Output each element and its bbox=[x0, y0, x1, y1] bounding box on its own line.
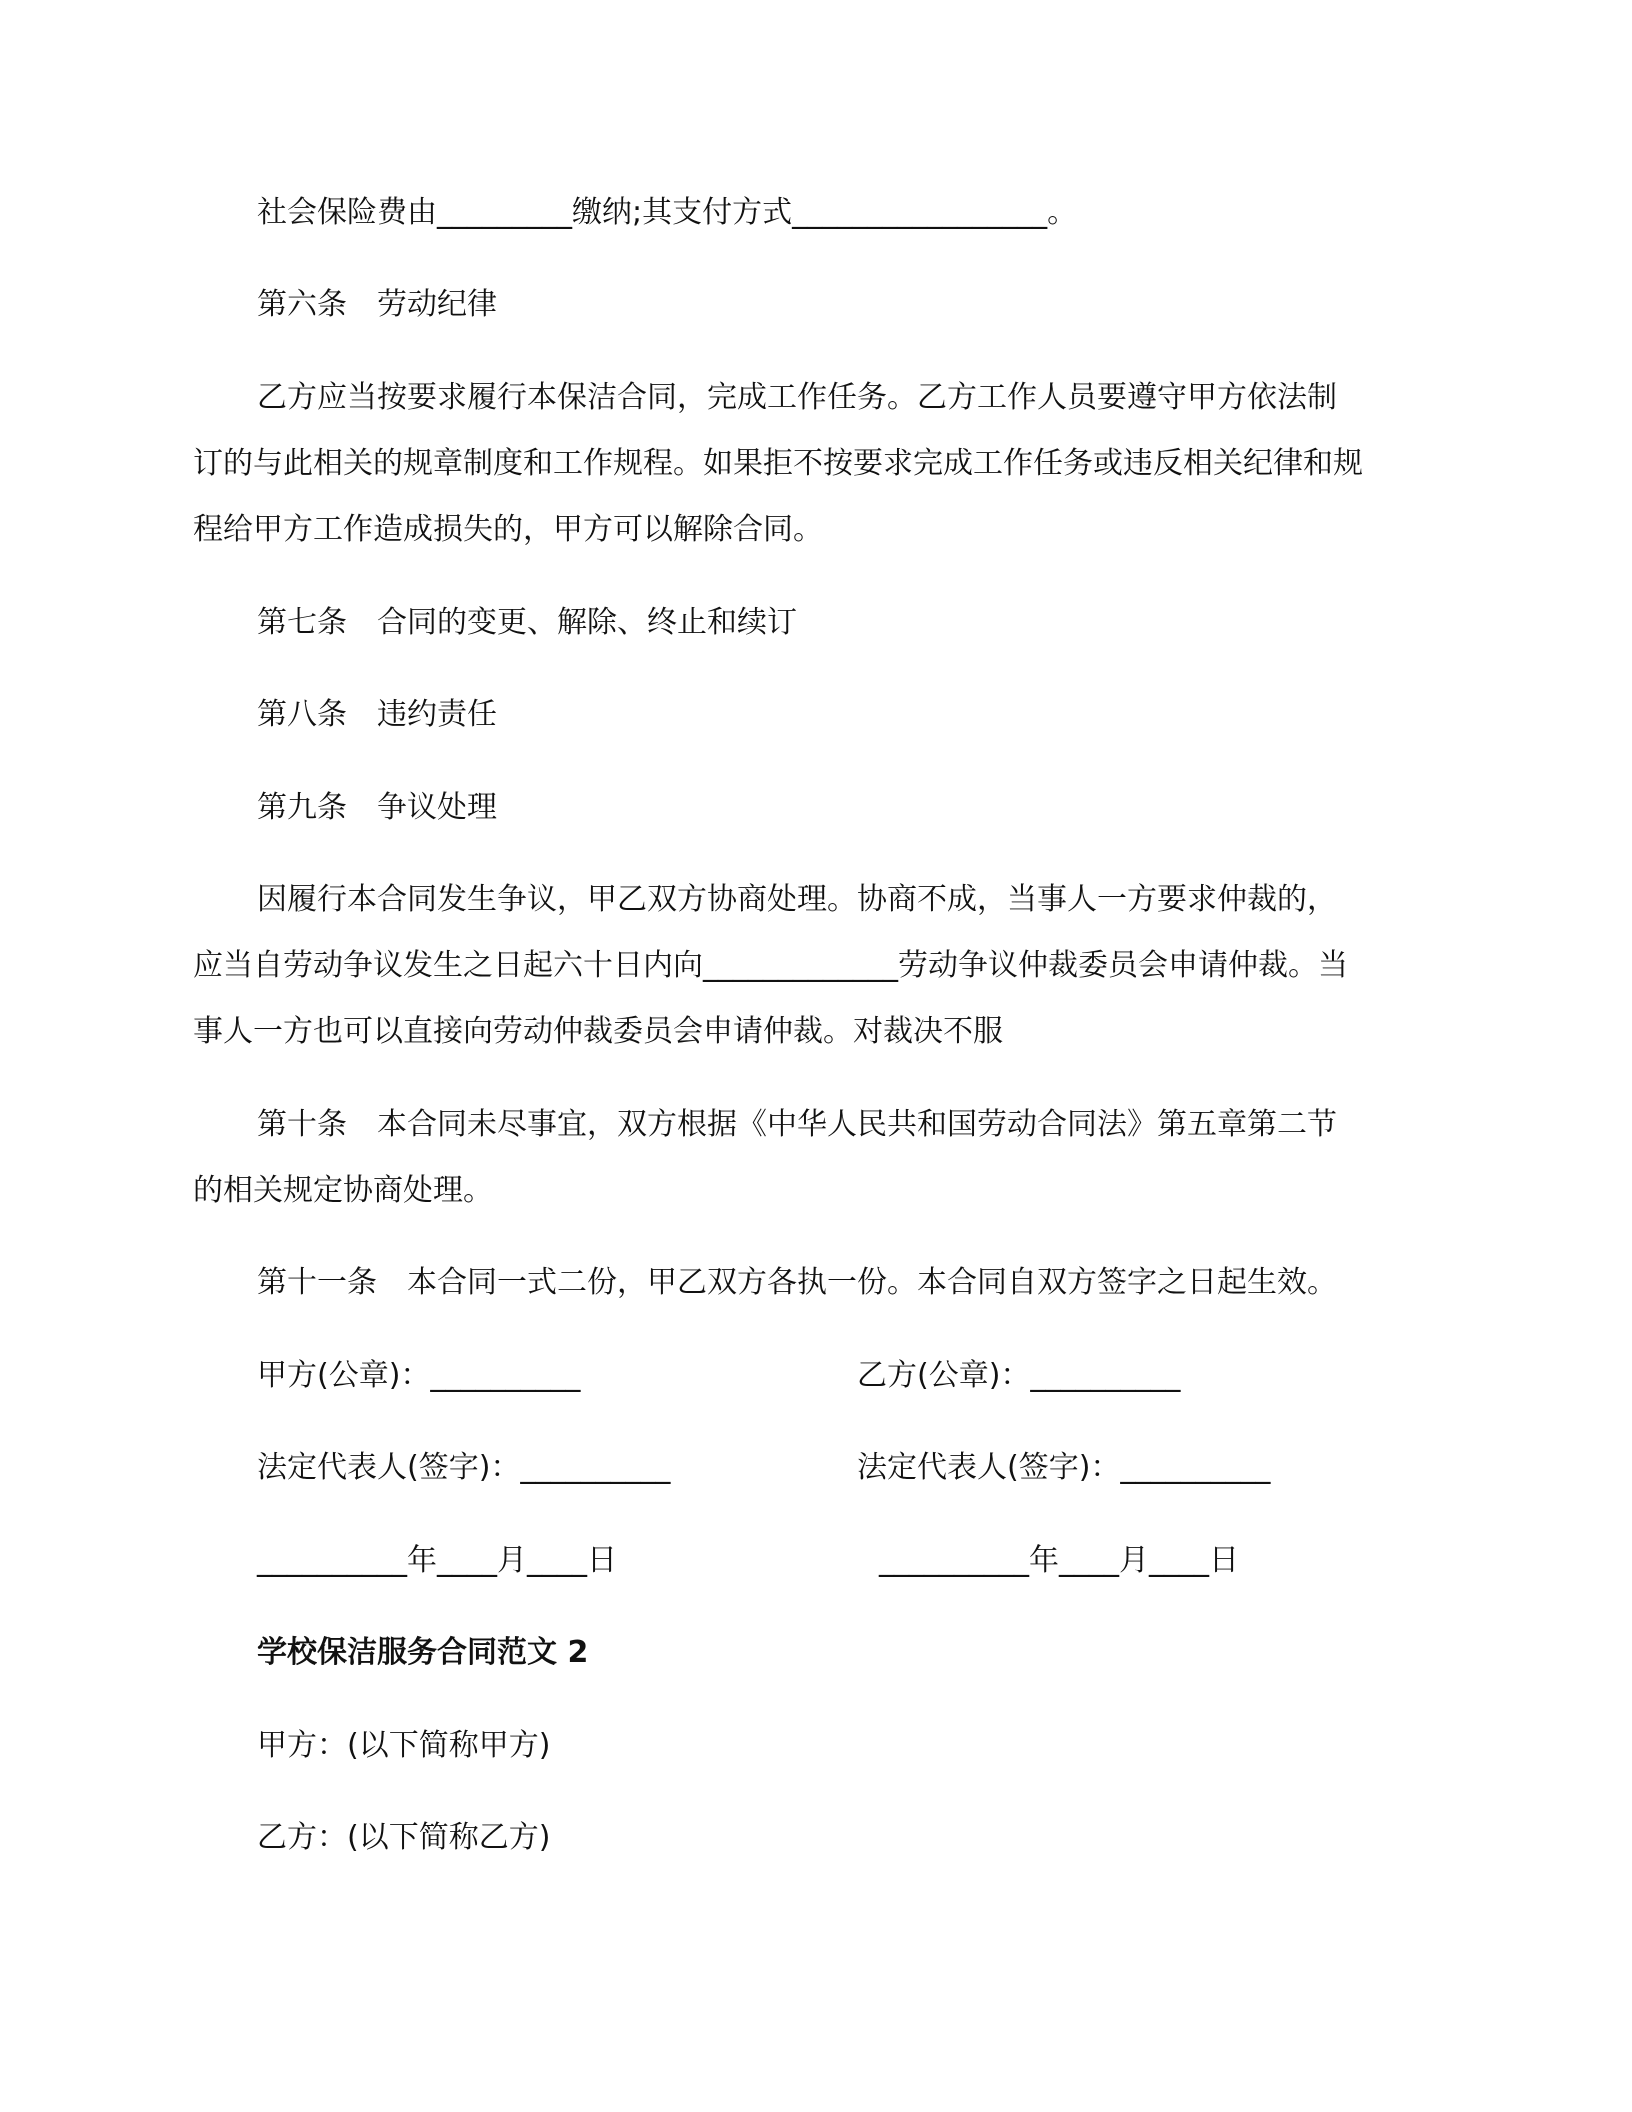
party-a-representative: 法定代表人(签字)：__________ bbox=[257, 1450, 671, 1485]
section-2-party-a: 甲方：(以下简称甲方) bbox=[257, 1728, 551, 1763]
party-b-date: __________年____月____日 bbox=[879, 1543, 1239, 1578]
article-8-heading: 第八条 违约责任 bbox=[257, 697, 497, 732]
article-9-text-line-3: 事人一方也可以直接向劳动仲裁委员会申请仲裁。对裁决不服 bbox=[193, 1014, 1003, 1049]
article-9-text-line-2: 应当自劳动争议发生之日起六十日内向_____________劳动争议仲裁委员会申请仲裁。当 bbox=[193, 948, 1348, 983]
article-9-text-line-1: 因履行本合同发生争议，甲乙双方协商处理。协商不成，当事人一方要求仲裁的， bbox=[257, 882, 1337, 917]
article-6-text-line-2: 订的与此相关的规章制度和工作规程。如果拒不按要求完成工作任务或违反相关纪律和规 bbox=[193, 446, 1363, 481]
party-b-seal: 乙方(公章)：__________ bbox=[857, 1358, 1181, 1393]
article-10-line-1: 第十条 本合同未尽事宜，双方根据《中华人民共和国劳动合同法》第五章第二节 bbox=[257, 1107, 1337, 1142]
paragraph-social-insurance: 社会保险费由_________缴纳;其支付方式_________________。 bbox=[257, 195, 1078, 230]
party-a-seal: 甲方(公章)：__________ bbox=[257, 1358, 581, 1393]
article-10-line-2: 的相关规定协商处理。 bbox=[193, 1173, 493, 1208]
party-b-representative: 法定代表人(签字)：__________ bbox=[857, 1450, 1271, 1485]
article-6-text-line-1: 乙方应当按要求履行本保洁合同，完成工作任务。乙方工作人员要遵守甲方依法制 bbox=[257, 380, 1337, 415]
section-2-title: 学校保洁服务合同范文 2 bbox=[257, 1635, 589, 1670]
article-6-text-line-3: 程给甲方工作造成损失的，甲方可以解除合同。 bbox=[193, 512, 823, 547]
article-6-heading: 第六条 劳动纪律 bbox=[257, 287, 497, 322]
party-a-date: __________年____月____日 bbox=[257, 1543, 617, 1578]
article-7-heading: 第七条 合同的变更、解除、终止和续订 bbox=[257, 605, 797, 640]
article-9-heading: 第九条 争议处理 bbox=[257, 790, 497, 825]
section-2-party-b: 乙方：(以下简称乙方) bbox=[257, 1820, 551, 1855]
article-11: 第十一条 本合同一式二份，甲乙双方各执一份。本合同自双方签字之日起生效。 bbox=[257, 1265, 1337, 1300]
